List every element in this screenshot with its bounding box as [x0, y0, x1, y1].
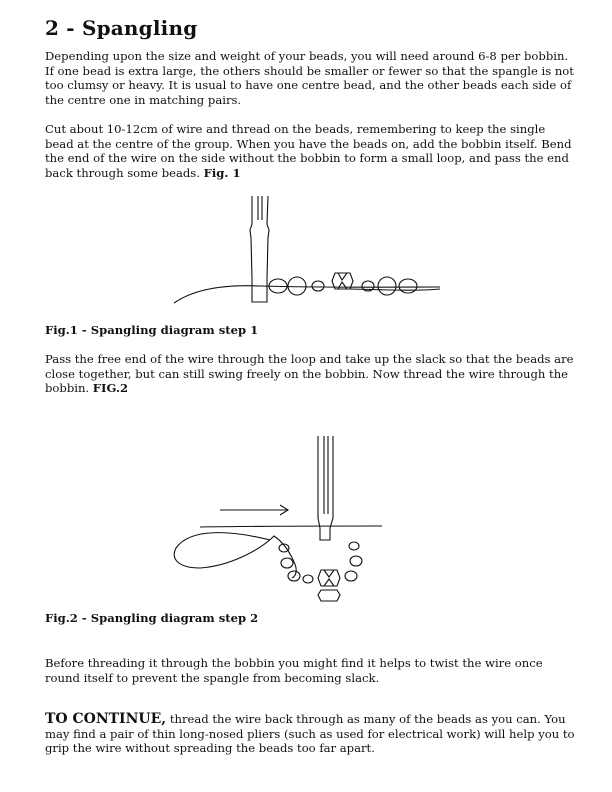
fig1-bead [312, 281, 324, 291]
fig2-bead [350, 556, 362, 566]
fig1-bobbin-groove [258, 196, 262, 220]
fig1-wire-loop [174, 286, 440, 303]
fig2-bead [349, 542, 359, 550]
fig1-reference: Fig. 1 [203, 166, 241, 181]
fig2-bead [281, 558, 293, 568]
paragraph-twist-wire: Before threading it through the bobbin you might find it helps to twist the wire once round itself to prevent the spangle from becoming slack. [45, 656, 543, 685]
fig2-bead [303, 575, 313, 583]
fig1-bead [399, 279, 417, 293]
paragraph-bead-quantity: Depending upon the size and weight of your beads, you will need around 6-8 per bobbin. If one bead is extra large, the others should be smaller or fewer so that the spangle is not too clumsy or heavy. It is usual to have one centre bead, and the other beads each side of the centre one in matching pairs. [45, 49, 574, 108]
section-title: 2 - Spangling [45, 16, 198, 40]
fig2-spangling-diagram [170, 430, 390, 610]
fig1-caption: Fig.1 - Spangling diagram step 1 [45, 323, 259, 337]
fig1-spangling-diagram [160, 190, 460, 310]
fig1-bead [378, 277, 396, 295]
fig2-reference: FIG.2 [92, 381, 129, 396]
fig2-arrow [220, 505, 288, 515]
paragraph-cut-wire [45, 122, 575, 181]
paragraph-to-continue [45, 712, 575, 756]
fig2-centre-bead [318, 570, 340, 586]
paragraph-to-continue-text: thread the wire back through as many of the beads as you can. You may find a pair of thin long-nosed pliers (such as used for electrical work) will help you to grip the wire without spreading the beads too far apart. [45, 712, 575, 756]
fig2-bottom-bead [318, 590, 340, 601]
fig2-bead [345, 571, 357, 581]
fig2-caption: Fig.2 - Spangling diagram step 2 [45, 611, 259, 625]
fig2-wire-loop [174, 533, 296, 578]
fig1-bead [288, 277, 306, 295]
fig2-bobbin-groove [324, 436, 328, 514]
paragraph-cut-wire-text: Cut about 10-12cm of wire and thread on the beads, remembering to keep the single bead at the centre of the group. When you have the beads on, add the bobbin itself. Bend the end of the wire on the side without the bobbin to form a small loop, and pass the end back through some beads. [45, 122, 572, 181]
fig2-bobbin [318, 436, 333, 540]
paragraph-pass-free-end [45, 352, 575, 396]
fig2-wire-top [200, 526, 382, 527]
paragraph-pass-free-end-text: Pass the free end of the wire through the loop and take up the slack so that the beads are close together, but can still swing freely on the bobbin. Now thread the wire through the bobbin. [45, 352, 574, 396]
to-continue-heading: TO CONTINUE, [45, 711, 167, 727]
